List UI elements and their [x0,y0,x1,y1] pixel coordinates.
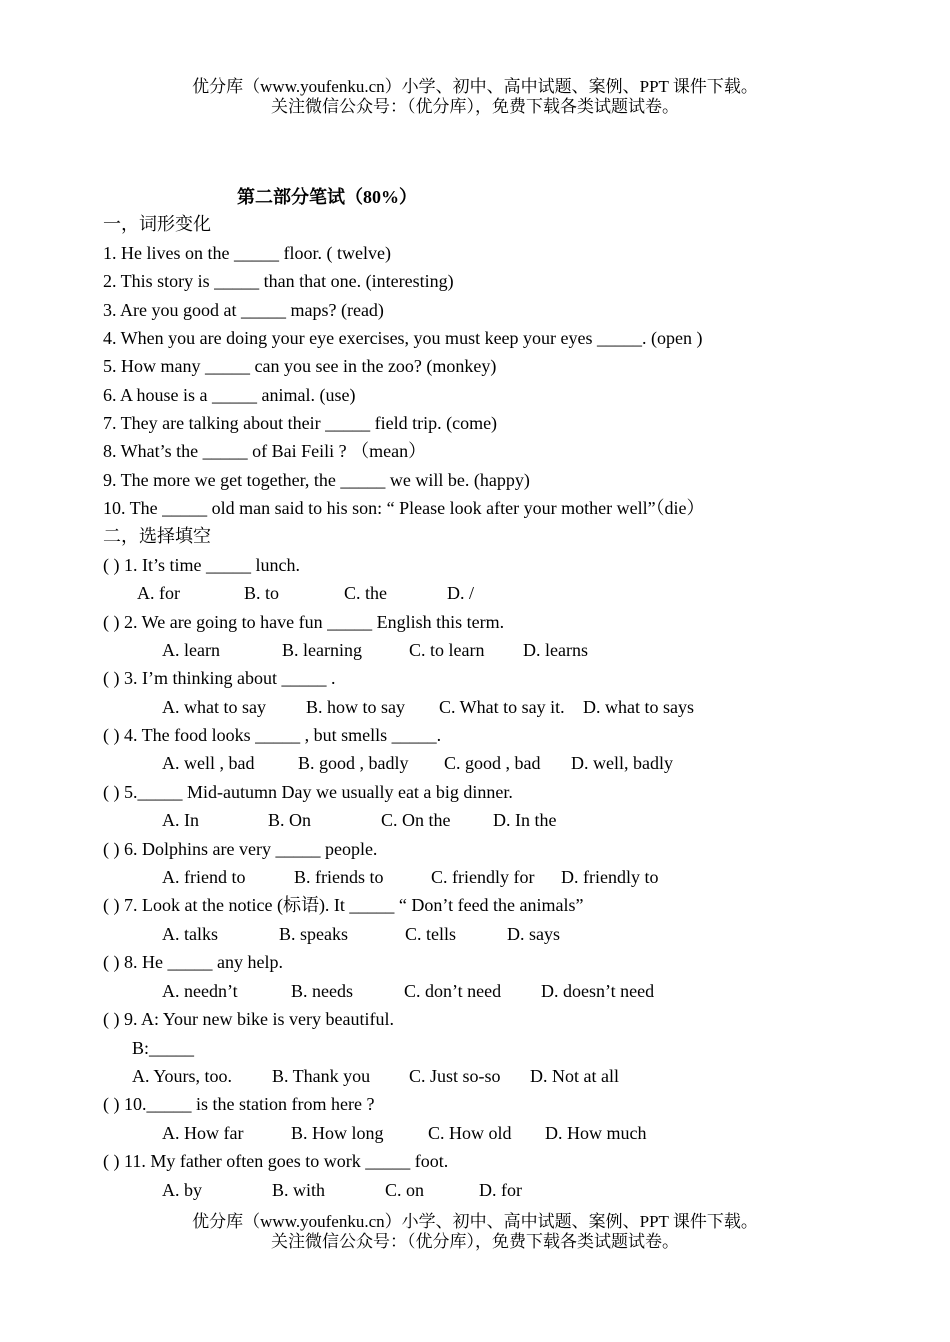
question-stem: ( ) 3. I’m thinking about _____ . [103,668,336,688]
option-a: A. friend to [162,867,246,887]
option-a: A. learn [162,640,220,660]
part-title: 第二部分笔试（80%） [237,187,417,207]
option-b: B. to [244,583,280,603]
option-a: A. talks [162,924,218,944]
option-c: C. to learn [409,640,485,660]
option-a: A. In [162,810,199,830]
word-form-item: 10. The _____ old man said to his son: “ Please look after your mother well”（die） [103,498,705,518]
option-b: B. Thank you [272,1066,371,1086]
option-d: D. well, badly [571,753,673,773]
option-d: D. How much [545,1123,647,1143]
dialogue-reply: B:_____ [132,1038,195,1058]
option-c: C. friendly for [431,867,535,887]
footer-line-2: 关注微信公众号：（优分库），免费下载各类试题试卷。 [271,1232,679,1251]
option-d: D. friendly to [561,867,659,887]
option-b: B. learning [282,640,362,660]
word-form-item: 7. They are talking about their _____ field trip. (come) [103,413,498,433]
question-stem: ( ) 8. He _____ any help. [103,952,283,972]
word-form-item: 8. What’s the _____ of Bai Feili ? （mean） [103,441,427,461]
option-d: D. learns [523,640,588,660]
option-c: C. Just so-so [409,1066,501,1086]
option-b: B. friends to [294,867,384,887]
option-b: B. how to say [306,697,405,717]
option-a: A. Yours, too. [132,1066,233,1086]
option-b: B. speaks [279,924,348,944]
option-c: C. the [344,583,387,603]
question-stem: ( ) 7. Look at the notice (标语). It _____ “ Don’t feed the animals” [103,895,584,915]
word-form-item: 4. When you are doing your eye exercises, you must keep your eyes _____. (open ) [103,328,703,348]
question-stem: ( ) 10._____ is the station from here ? [103,1094,375,1114]
option-d: D. what to says [583,697,694,717]
header-line-2: 关注微信公众号：（优分库），免费下载各类试题试卷。 [271,97,679,116]
question-stem: ( ) 11. My father often goes to work _____ foot. [103,1151,449,1171]
option-d: D. for [479,1180,522,1200]
option-c: C. How old [428,1123,512,1143]
question-stem: ( ) 9. A: Your new bike is very beautiful. [103,1009,394,1029]
option-a: A. How far [162,1123,244,1143]
option-a: A. what to say [162,697,266,717]
option-a: A. needn’t [162,981,238,1001]
option-d: D. Not at all [530,1066,619,1086]
word-form-item: 9. The more we get together, the _____ we will be. (happy) [103,470,530,490]
section1-heading: 一，词形变化 [103,214,211,234]
option-b: B. good , badly [298,753,409,773]
word-form-item: 2. This story is _____ than that one. (interesting) [103,271,454,291]
option-d: D. In the [493,810,557,830]
option-c: C. On the [381,810,451,830]
word-form-item: 3. Are you good at _____ maps? (read) [103,300,384,320]
option-d: D. / [447,583,474,603]
option-c: C. tells [405,924,457,944]
header-line-1: 优分库（www.youfenku.cn）小学、初中、高中试题、案例、PPT 课件下载。 [192,77,758,96]
option-a: A. for [137,583,180,603]
section2-heading: 二，选择填空 [103,526,211,546]
option-b: B. On [268,810,312,830]
option-c: C. don’t need [404,981,502,1001]
option-b: B. How long [291,1123,384,1143]
option-c: C. What to say it. [439,697,565,717]
question-stem: ( ) 1. It’s time _____ lunch. [103,555,300,575]
word-form-item: 1. He lives on the _____ floor. ( twelve) [103,243,391,263]
option-d: D. says [507,924,560,944]
option-c: C. good , bad [444,753,541,773]
option-d: D. doesn’t need [541,981,655,1001]
footer-line-1: 优分库（www.youfenku.cn）小学、初中、高中试题、案例、PPT 课件下载。 [192,1212,758,1231]
word-form-item: 6. A house is a _____ animal. (use) [103,385,356,405]
option-a: A. by [162,1180,202,1200]
option-a: A. well , bad [162,753,255,773]
option-c: C. on [385,1180,425,1200]
question-stem: ( ) 5._____ Mid-autumn Day we usually eat a big dinner. [103,782,513,802]
word-form-item: 5. How many _____ can you see in the zoo? (monkey) [103,356,497,376]
question-stem: ( ) 2. We are going to have fun _____ English this term. [103,612,505,632]
option-b: B. with [272,1180,326,1200]
question-stem: ( ) 6. Dolphins are very _____ people. [103,839,378,859]
question-stem: ( ) 4. The food looks _____ , but smells _____. [103,725,442,745]
option-b: B. needs [291,981,353,1001]
